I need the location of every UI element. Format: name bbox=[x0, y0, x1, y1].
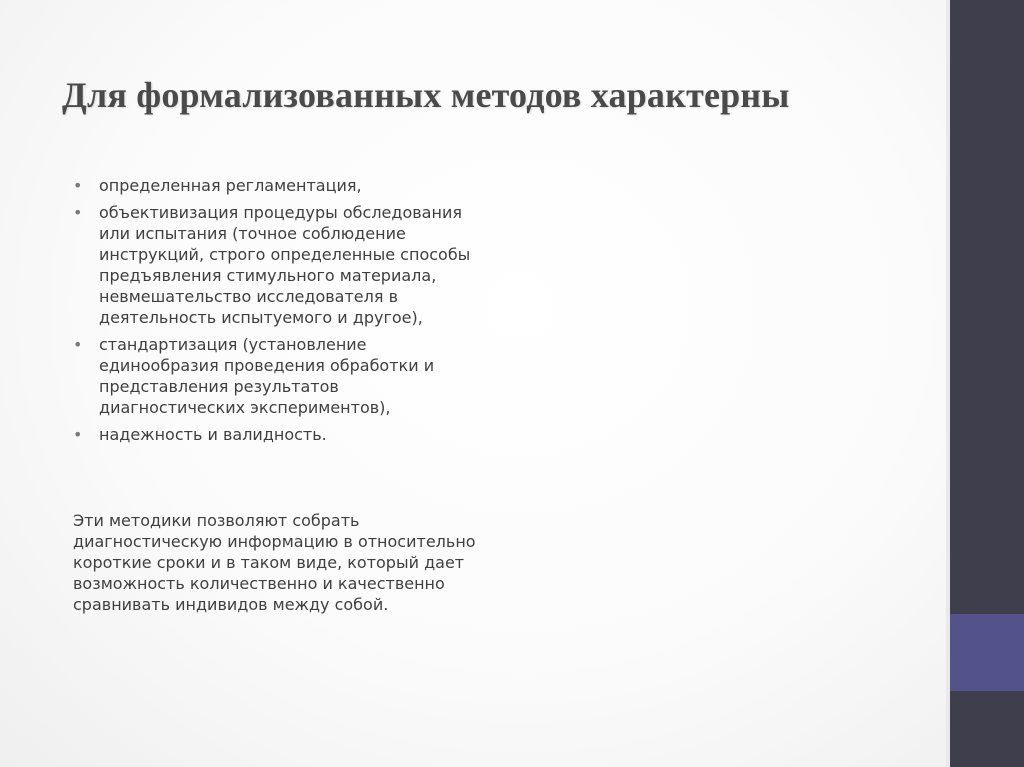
summary-paragraph: Эти методики позволяют собрать диагностическую информацию в относительно короткие сроки и в таком виде, который дает возможность количественно и качественно сравнивать индивидов между собой. bbox=[73, 511, 476, 614]
bullet-item: • объективизация процедуры обследования или испытания (точное соблюдение инструкций, строго определенные способы предъявления стимульного материала, невмешательство исследователя в деятельность испытуемого и другое), bbox=[73, 202, 483, 328]
sidebar-accent-block bbox=[950, 614, 1024, 691]
slide-title: Для формализованных методов характерны bbox=[62, 75, 790, 115]
bullet-item: • надежность и валидность. bbox=[73, 424, 483, 445]
bullet-list bbox=[73, 175, 483, 451]
bullet-item: • определенная регламентация, bbox=[73, 175, 483, 196]
bullet-item: • стандартизация (установление единообразия проведения обработки и представления результатов диагностических экспериментов), bbox=[73, 334, 483, 418]
